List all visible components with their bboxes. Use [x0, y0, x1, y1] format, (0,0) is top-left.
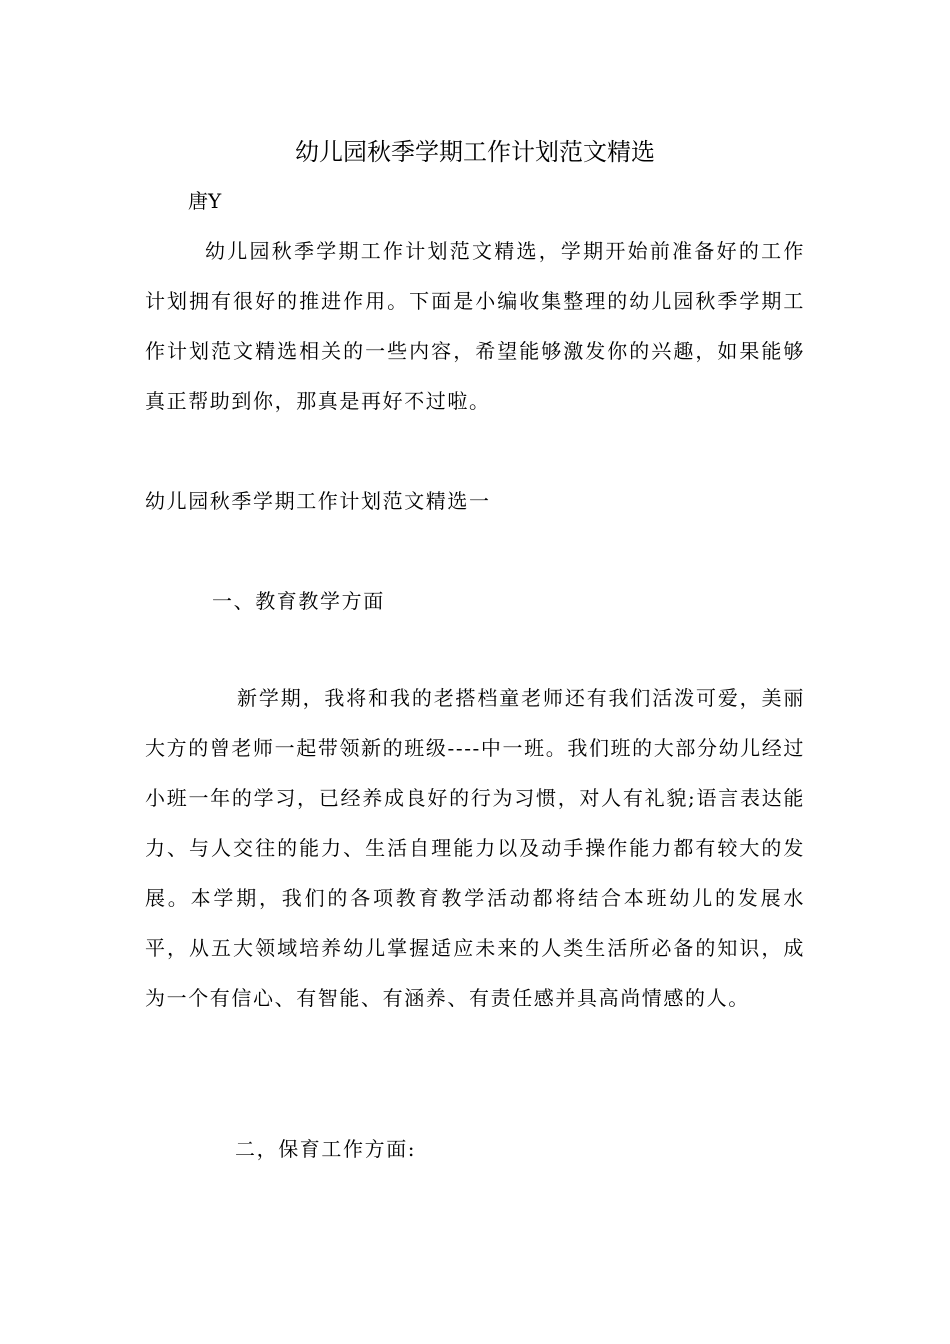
author-name: 唐Y [188, 189, 222, 213]
education-paragraph: 新学期，我将和我的老搭档童老师还有我们活泼可爱，美丽大方的曾老师一起带领新的班级----中一班。我们班的大部分幼儿经过小班一年的学习，已经养成良好的行为习惯，对人有礼貌;语言表达能力、与人交往的能力、生活自理能力以及动手操作能力都有较大的发展。本学期，我们的各项教育教学活动都将结合本班幼儿的发展水平，从五大领域培养幼儿掌握适应未来的人类生活所必备的知识，成为一个有信心、有智能、有涵养、有责任感并具高尚情感的人。 [145, 686, 805, 1010]
section-title: 幼儿园秋季学期工作计划范文精选一 [145, 489, 491, 513]
heading-education: 一、教育教学方面 [212, 589, 385, 613]
document-title: 幼儿园秋季学期工作计划范文精选 [295, 138, 655, 166]
intro-paragraph: 幼儿园秋季学期工作计划范文精选，学期开始前准备好的工作计划拥有很好的推进作用。下面是小编收集整理的幼儿园秋季学期工作计划范文精选相关的一些内容，希望能够激发你的兴趣，如果能够真正帮助到你，那真是再好不过啦。 [145, 239, 805, 413]
heading-care: 二，保育工作方面: [235, 1137, 417, 1161]
